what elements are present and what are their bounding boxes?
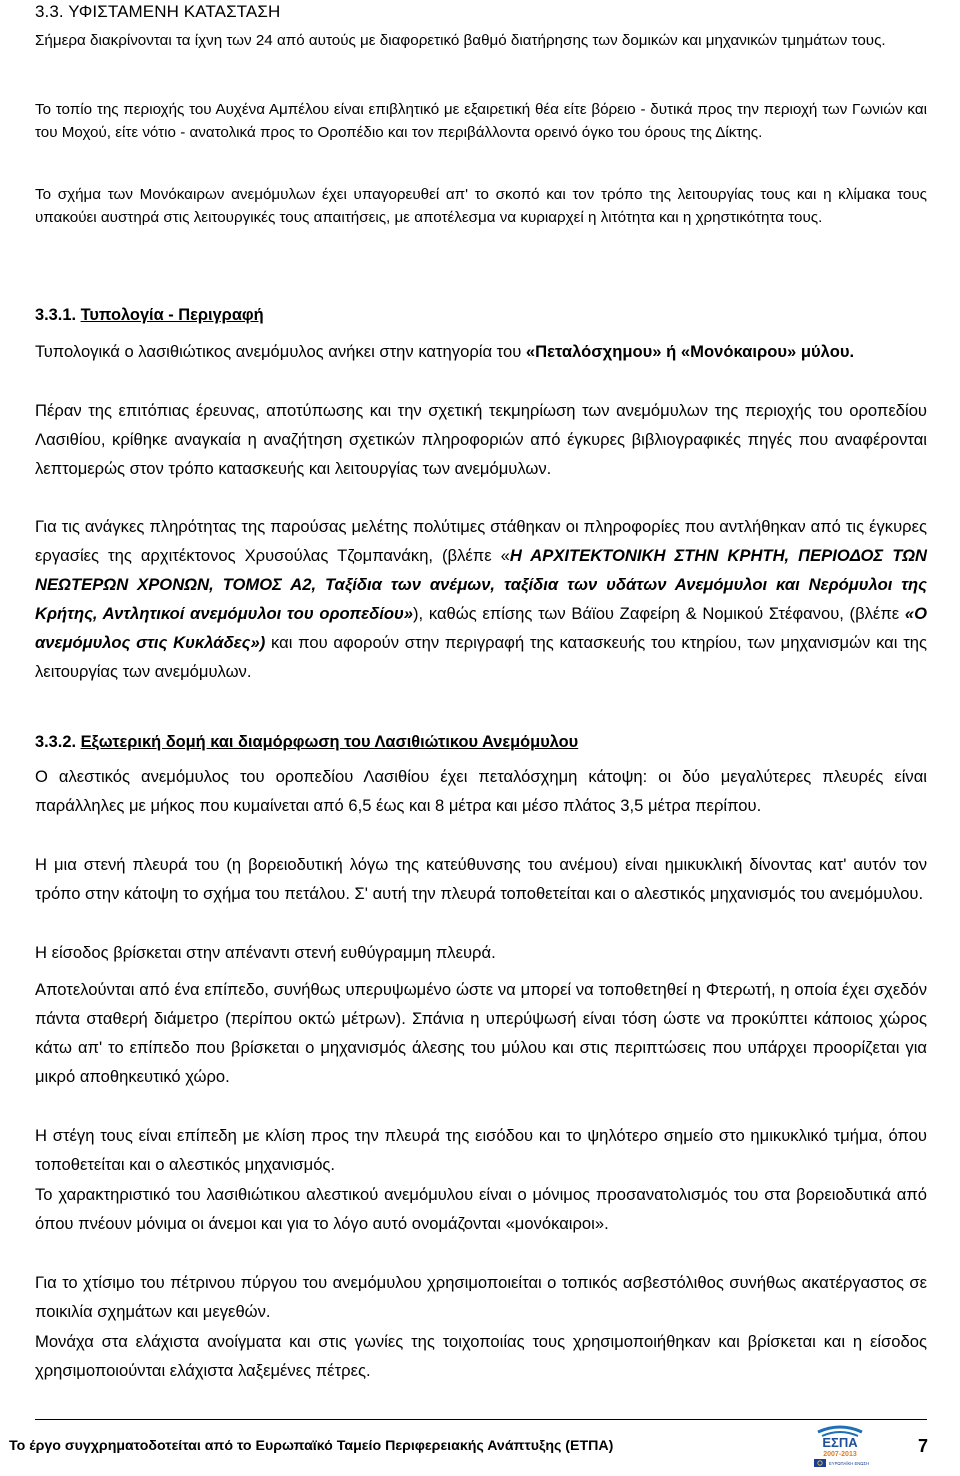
paragraph-typology <box>35 337 927 366</box>
espa-logo-text: ΕΣΠΑ <box>822 1435 858 1450</box>
subsection-number: 3.3.2. <box>35 733 77 751</box>
sources-title-cyclades: «Ο ανεμόμυλος στις Κυκλάδες») <box>35 604 927 652</box>
paragraph-research: Πέραν της επιτόπιας έρευνας, αποτύπωσης και την σχετική τεκμηρίωση των ανεμόμυλων της περιοχής του οροπεδίου Λασιθίου, κρίθηκε αναγκαία η αναζήτηση σχετικών πληροφοριών από έγκυρες βιβλιογραφικές πηγές που αναφέρονται λεπτομερώς στον τρόπο κατασκευής και λειτουργίας των ανεμόμυλων. <box>35 401 927 478</box>
subsection-title-structure <box>35 733 578 752</box>
sources-title-crete: Η ΑΡΧΙΤΕΚΤΟΝΙΚΗ ΣΤΗΝ ΚΡΗΤΗ, ΠΕΡΙΟΔΟΣ ΤΩΝ ΝΕΩΤΕΡΩΝ ΧΡΟΝΩΝ, ΤΟΜΟΣ Α2, Ταξίδια των ανέμων, ταξίδια των υδάτων Ανεμόμυλοι και Νερόμυλοι της Κρήτης, Αντλητικοί ανεμόμυλοι του οροπεδίου» <box>35 546 928 623</box>
paragraph-level: Αποτελούνται από ένα επίπεδο, συνήθως υπερυψωμένο ώστε να μπορεί να τοποθετηθεί η Φτερωτή, η οποία έχει σχεδόν πάντα σταθερή διάμετρο (περίπου οκτώ μέτρων). Σπάνια η υπερύψωσή είναι τόση ώστε να προκύπτει κάποιος χώρος κάτω απ' το επίπεδο που βρίσκεται ο μηχανισμός άλεσης του μύλου και στις περιπτώσεις που υπάρχει προορίζεται για μικρό αποθηκευτικό χώρο. <box>35 980 927 1086</box>
page-number: 7 <box>918 1436 929 1456</box>
paragraph-entrance: Η είσοδος βρίσκεται στην απέναντι στενή ευθύγραμμη πλευρά. <box>35 943 496 962</box>
footer-divider <box>35 1419 927 1420</box>
paragraph-roof: Η στέγη τους είναι επίπεδη με κλίση προς την πλευρά της εισόδου και το ψηλότερο σημείο στο ημικυκλικό τμήμα, όπου τοποθετείται και ο αλεστικός μηχανισμός. <box>35 1126 927 1174</box>
footer-funding-note: Το έργο συγχρηματοδοτείται από το Ευρωπαϊκό Ταμείο Περιφερειακής Ανάπτυξης (ΕΤΠΑ) <box>9 1438 614 1454</box>
espa-logo-years: 2007-2013 <box>823 1451 857 1458</box>
paragraph-narrow-side: Η μια στενή πλευρά του (η βορειοδυτική λόγω της κατεύθυνσης του ανέμου) είναι ημικυκλική δίνοντας κατ' αυτόν τον τρόπο στην κάτοψη το σχήμα του πετάλου. Σ' αυτή την πλευρά τοποθετείται και ο αλεστικός μηχανισμός του ανεμόμυλου. <box>35 855 927 903</box>
paragraph-openings: Μονάχα στα ελάχιστα ανοίγματα και στις γωνίες της τοιχοποιίας τους χρησιμοποιήθηκαν και βρίσκεται και η είσοδος χρησιμοποιούνται ελάχιστα λαξεμένες πέτρες. <box>35 1332 927 1380</box>
subsection-title-typology <box>35 306 264 325</box>
sources-text-c: ), καθώς επίσης των Βάϊου Ζαφείρη & Νομικού Στέφανου, (βλέπε <box>413 604 905 623</box>
typology-term-horseshoe: «Πεταλόσχημου» <box>525 342 662 361</box>
sources-text-e: και που αφορούν στην περιγραφή της κατασκευής του κτηρίου, των μηχανισμών και της λειτουργίας των ανεμόμυλων. <box>35 633 927 681</box>
paragraph-current-state: Σήμερα διακρίνονται τα ίχνη των 24 από αυτούς με διαφορετικό βαθμό διατήρησης των δομικών και μηχανικών τμημάτων τους. <box>35 32 886 49</box>
sources-text-a: Για τις ανάγκες πληρότητας της παρούσας μελέτης πολύτιμες στάθηκαν οι πληροφορίες που αντλήθηκαν από τις έγκυρες εργασίες της αρχιτέκτονος Χρυσούλας Τζομπανάκη, (βλέπε « <box>35 517 927 565</box>
paragraph-sources <box>35 512 927 686</box>
espa-logo-caption: ΕΥΡΩΠΑΪΚΗ ΕΝΩΣΗ <box>829 1461 870 1466</box>
section-title: 3.3. ΥΦΙΣΤΑΜΕΝΗ ΚΑΤΑΣΤΑΣΗ <box>35 2 281 21</box>
typology-term-monokairos: «Μονόκαιρου» μύλου. <box>680 342 855 361</box>
paragraph-plan: Ο αλεστικός ανεμόμυλος του οροπεδίου Λασιθίου έχει πεταλόσχημη κάτοψη: οι δύο μεγαλύτερες πλευρές είναι παράλληλες με μήκος που κυμαίνεται από 6,5 έως και 8 μέτρα και μέσο πλάτος 3,5 μέτρα περίπου. <box>35 767 927 815</box>
paragraph-shape: Το σχήμα των Μονόκαιρων ανεμόμυλων έχει υπαγορευθεί απ' το σκοπό και τον τρόπο της λειτουργίας τους και η κλίμακα τους υπακούει αυστηρά στις λειτουργικές τους απαιτήσεις, με αποτέλεσμα να κυριαρχεί η λιτότητα και η χρηστικότητα τους. <box>35 186 927 226</box>
paragraph-landscape: Το τοπίο της περιοχής του Αυχένα Αμπέλου είναι επιβλητικό με εξαιρετική θέα είτε βόρειο - δυτικά προς την περιοχή των Γωνιών και του Μοχού, είτε νότιο - ανατολικά προς το Οροπέδιο και τον περιβάλλοντα ορεινό όγκο του όρους της Δίκτης. <box>35 101 927 141</box>
paragraph-masonry: Για το χτίσιμο του πέτρινου πύργου του ανεμόμυλου χρησιμοποιείται ο τοπικός ασβεστόλιθος συνήθως ακατέργαστος σε ποικιλία σχημάτων και μεγεθών. <box>35 1273 927 1321</box>
subsection-label: Τυπολογία - Περιγραφή <box>80 306 264 324</box>
espa-logo-icon <box>810 1420 870 1468</box>
subsection-number: 3.3.1. <box>35 306 77 324</box>
typology-conjunction: ή <box>666 342 677 361</box>
typology-text: Τυπολογικά ο λασιθιώτικος ανεμόμυλος ανήκει στην κατηγορία του <box>35 342 522 361</box>
paragraph-orientation: Το χαρακτηριστικό του λασιθιώτικου αλεστικού ανεμόμυλου είναι ο μόνιμος προσανατολισμός του στα βορειοδυτικά από όπου πνέουν μόνιμα οι άνεμοι και για το λόγο αυτό ονομάζονται «μονόκαιροι». <box>35 1185 927 1233</box>
subsection-label: Εξωτερική δομή και διαμόρφωση του Λασιθιώτικου Ανεμόμυλου <box>80 733 579 751</box>
